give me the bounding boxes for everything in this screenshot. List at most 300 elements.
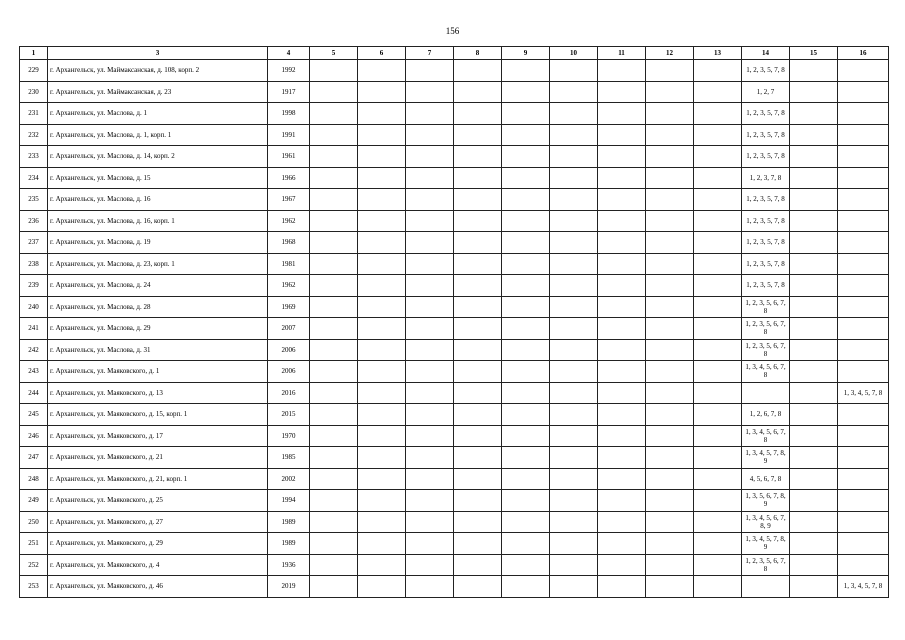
col11-cell — [598, 232, 646, 254]
year-cell: 1968 — [268, 232, 310, 254]
col8-cell — [454, 189, 502, 211]
col6-cell — [358, 210, 406, 232]
col11-cell — [598, 382, 646, 404]
col12-cell — [646, 468, 694, 490]
col7-cell — [406, 554, 454, 576]
address-cell: г. Архангельск, ул. Маслова, д. 28 — [48, 296, 268, 318]
col14-cell: 1, 2, 3, 5, 7, 8 — [742, 253, 790, 275]
col7-cell — [406, 167, 454, 189]
address-cell: г. Архангельск, ул. Маслова, д. 14, корп. 2 — [48, 146, 268, 168]
year-cell: 1962 — [268, 275, 310, 297]
col7-cell — [406, 210, 454, 232]
table-row — [20, 275, 889, 297]
col12-cell — [646, 382, 694, 404]
col8-cell — [454, 468, 502, 490]
col5-cell — [310, 210, 358, 232]
address-cell: г. Архангельск, ул. Маслова, д. 23, корп. 1 — [48, 253, 268, 275]
col10-cell — [550, 533, 598, 555]
col5-cell — [310, 275, 358, 297]
row-number-cell: 237 — [20, 232, 48, 254]
year-cell: 2007 — [268, 318, 310, 340]
col10-cell — [550, 576, 598, 598]
col15-cell — [790, 382, 838, 404]
col13-cell — [694, 468, 742, 490]
table-row — [20, 60, 889, 82]
col13-cell — [694, 296, 742, 318]
col5-cell — [310, 167, 358, 189]
address-cell: г. Архангельск, ул. Маяковского, д. 4 — [48, 554, 268, 576]
col11-cell — [598, 103, 646, 125]
col15-cell — [790, 339, 838, 361]
year-cell: 1961 — [268, 146, 310, 168]
col9-cell — [502, 554, 550, 576]
row-number-cell: 252 — [20, 554, 48, 576]
col9-cell — [502, 468, 550, 490]
col9-cell — [502, 533, 550, 555]
address-cell: г. Архангельск, ул. Маслова, д. 31 — [48, 339, 268, 361]
table-row — [20, 425, 889, 447]
col15-cell — [790, 296, 838, 318]
col6-cell — [358, 232, 406, 254]
col16-cell — [838, 425, 889, 447]
col5-cell — [310, 425, 358, 447]
col11-cell — [598, 146, 646, 168]
row-number-cell: 231 — [20, 103, 48, 125]
col15-cell — [790, 253, 838, 275]
col13-cell — [694, 533, 742, 555]
col16-cell — [838, 296, 889, 318]
col16-cell — [838, 210, 889, 232]
col8-cell — [454, 146, 502, 168]
address-cell: г. Архангельск, ул. Маяковского, д. 27 — [48, 511, 268, 533]
col14-cell: 1, 2, 3, 5, 7, 8 — [742, 275, 790, 297]
col9-cell — [502, 189, 550, 211]
col9-cell — [502, 124, 550, 146]
column-header-4: 4 — [268, 47, 310, 60]
col5-cell — [310, 103, 358, 125]
col14-cell: 1, 3, 5, 6, 7, 8, 9 — [742, 490, 790, 512]
col14-cell — [742, 382, 790, 404]
col7-cell — [406, 511, 454, 533]
col9-cell — [502, 232, 550, 254]
col14-cell: 1, 3, 4, 5, 6, 7, 8, 9 — [742, 511, 790, 533]
year-cell: 1936 — [268, 554, 310, 576]
col15-cell — [790, 490, 838, 512]
year-cell: 2015 — [268, 404, 310, 426]
col6-cell — [358, 576, 406, 598]
year-cell: 1992 — [268, 60, 310, 82]
col13-cell — [694, 189, 742, 211]
col10-cell — [550, 468, 598, 490]
column-header-3: 3 — [48, 47, 268, 60]
table-row — [20, 189, 889, 211]
col13-cell — [694, 253, 742, 275]
table-row — [20, 511, 889, 533]
table-row — [20, 576, 889, 598]
col14-cell: 1, 3, 4, 5, 7, 8, 9 — [742, 533, 790, 555]
col15-cell — [790, 60, 838, 82]
col6-cell — [358, 124, 406, 146]
col8-cell — [454, 554, 502, 576]
table-row — [20, 146, 889, 168]
col16-cell — [838, 404, 889, 426]
col16-cell — [838, 447, 889, 469]
col7-cell — [406, 425, 454, 447]
col8-cell — [454, 318, 502, 340]
col7-cell — [406, 361, 454, 383]
col8-cell — [454, 425, 502, 447]
col14-cell: 1, 2, 7 — [742, 81, 790, 103]
address-cell: г. Архангельск, ул. Маяковского, д. 17 — [48, 425, 268, 447]
col7-cell — [406, 404, 454, 426]
column-header-10: 10 — [550, 47, 598, 60]
col9-cell — [502, 81, 550, 103]
col5-cell — [310, 554, 358, 576]
table-row — [20, 554, 889, 576]
year-cell: 1967 — [268, 189, 310, 211]
col6-cell — [358, 361, 406, 383]
col6-cell — [358, 275, 406, 297]
col11-cell — [598, 124, 646, 146]
col14-cell: 1, 3, 4, 5, 7, 8, 9 — [742, 447, 790, 469]
col16-cell — [838, 511, 889, 533]
year-cell: 1989 — [268, 533, 310, 555]
col9-cell — [502, 425, 550, 447]
address-cell: г. Архангельск, ул. Маяковского, д. 15, корп. 1 — [48, 404, 268, 426]
column-header-1: 1 — [20, 47, 48, 60]
col13-cell — [694, 146, 742, 168]
address-cell: г. Архангельск, ул. Маяковского, д. 21 — [48, 447, 268, 469]
col14-cell: 1, 2, 3, 5, 7, 8 — [742, 232, 790, 254]
col13-cell — [694, 554, 742, 576]
table-row — [20, 490, 889, 512]
table-row — [20, 103, 889, 125]
col16-cell — [838, 167, 889, 189]
col8-cell — [454, 404, 502, 426]
table-row — [20, 296, 889, 318]
col14-cell: 1, 2, 3, 5, 7, 8 — [742, 124, 790, 146]
col5-cell — [310, 296, 358, 318]
column-header-14: 14 — [742, 47, 790, 60]
col12-cell — [646, 447, 694, 469]
row-number-cell: 234 — [20, 167, 48, 189]
col11-cell — [598, 189, 646, 211]
col13-cell — [694, 318, 742, 340]
col8-cell — [454, 60, 502, 82]
col5-cell — [310, 189, 358, 211]
col9-cell — [502, 404, 550, 426]
col5-cell — [310, 511, 358, 533]
row-number-cell: 246 — [20, 425, 48, 447]
col9-cell — [502, 447, 550, 469]
col13-cell — [694, 103, 742, 125]
col15-cell — [790, 210, 838, 232]
col12-cell — [646, 490, 694, 512]
col16-cell — [838, 554, 889, 576]
year-cell: 1994 — [268, 490, 310, 512]
col5-cell — [310, 81, 358, 103]
col6-cell — [358, 490, 406, 512]
row-number-cell: 242 — [20, 339, 48, 361]
col16-cell — [838, 318, 889, 340]
col12-cell — [646, 60, 694, 82]
column-header-6: 6 — [358, 47, 406, 60]
col7-cell — [406, 232, 454, 254]
col16-cell — [838, 275, 889, 297]
year-cell: 1985 — [268, 447, 310, 469]
col8-cell — [454, 253, 502, 275]
col5-cell — [310, 361, 358, 383]
col7-cell — [406, 275, 454, 297]
column-header-5: 5 — [310, 47, 358, 60]
year-cell: 1981 — [268, 253, 310, 275]
col13-cell — [694, 361, 742, 383]
col9-cell — [502, 167, 550, 189]
col11-cell — [598, 81, 646, 103]
col7-cell — [406, 447, 454, 469]
row-number-cell: 249 — [20, 490, 48, 512]
col12-cell — [646, 339, 694, 361]
row-number-cell: 239 — [20, 275, 48, 297]
col10-cell — [550, 447, 598, 469]
col16-cell: 1, 3, 4, 5, 7, 8 — [838, 382, 889, 404]
col11-cell — [598, 490, 646, 512]
col10-cell — [550, 167, 598, 189]
col11-cell — [598, 404, 646, 426]
col13-cell — [694, 404, 742, 426]
col14-cell: 1, 2, 3, 5, 7, 8 — [742, 60, 790, 82]
col11-cell — [598, 533, 646, 555]
address-cell: г. Архангельск, ул. Маймаксанская, д. 108, корп. 2 — [48, 60, 268, 82]
col8-cell — [454, 576, 502, 598]
address-cell: г. Архангельск, ул. Маяковского, д. 25 — [48, 490, 268, 512]
col16-cell — [838, 60, 889, 82]
col6-cell — [358, 167, 406, 189]
col9-cell — [502, 60, 550, 82]
col11-cell — [598, 318, 646, 340]
col11-cell — [598, 339, 646, 361]
col8-cell — [454, 167, 502, 189]
year-cell: 1969 — [268, 296, 310, 318]
col10-cell — [550, 404, 598, 426]
col9-cell — [502, 253, 550, 275]
page-number: 156 — [445, 26, 460, 36]
col8-cell — [454, 232, 502, 254]
row-number-cell: 251 — [20, 533, 48, 555]
col5-cell — [310, 533, 358, 555]
housing-registry-table — [19, 46, 889, 598]
col6-cell — [358, 533, 406, 555]
col6-cell — [358, 318, 406, 340]
col16-cell — [838, 189, 889, 211]
address-cell: г. Архангельск, ул. Маймаксанская, д. 23 — [48, 81, 268, 103]
col6-cell — [358, 189, 406, 211]
col11-cell — [598, 210, 646, 232]
col7-cell — [406, 189, 454, 211]
col11-cell — [598, 447, 646, 469]
col7-cell — [406, 339, 454, 361]
col7-cell — [406, 318, 454, 340]
col12-cell — [646, 232, 694, 254]
year-cell: 2016 — [268, 382, 310, 404]
row-number-cell: 250 — [20, 511, 48, 533]
table-row — [20, 404, 889, 426]
col6-cell — [358, 404, 406, 426]
col12-cell — [646, 189, 694, 211]
col7-cell — [406, 103, 454, 125]
col9-cell — [502, 339, 550, 361]
row-number-cell: 235 — [20, 189, 48, 211]
address-cell: г. Архангельск, ул. Маслова, д. 16 — [48, 189, 268, 211]
row-number-cell: 243 — [20, 361, 48, 383]
year-cell: 2006 — [268, 361, 310, 383]
col14-cell: 1, 2, 3, 7, 8 — [742, 167, 790, 189]
col13-cell — [694, 382, 742, 404]
col12-cell — [646, 554, 694, 576]
col8-cell — [454, 275, 502, 297]
col15-cell — [790, 275, 838, 297]
col9-cell — [502, 296, 550, 318]
col10-cell — [550, 318, 598, 340]
col12-cell — [646, 296, 694, 318]
table-row — [20, 339, 889, 361]
col9-cell — [502, 361, 550, 383]
col15-cell — [790, 361, 838, 383]
address-cell: г. Архангельск, ул. Маяковского, д. 1 — [48, 361, 268, 383]
col11-cell — [598, 361, 646, 383]
col8-cell — [454, 511, 502, 533]
table-body — [20, 60, 889, 598]
table-row — [20, 81, 889, 103]
header-row — [20, 47, 889, 60]
col7-cell — [406, 296, 454, 318]
address-cell: г. Архангельск, ул. Маслова, д. 24 — [48, 275, 268, 297]
address-cell: г. Архангельск, ул. Маяковского, д. 13 — [48, 382, 268, 404]
col12-cell — [646, 318, 694, 340]
table-row — [20, 210, 889, 232]
col13-cell — [694, 576, 742, 598]
col5-cell — [310, 447, 358, 469]
col12-cell — [646, 103, 694, 125]
col11-cell — [598, 576, 646, 598]
col16-cell — [838, 232, 889, 254]
col16-cell — [838, 533, 889, 555]
col15-cell — [790, 447, 838, 469]
col13-cell — [694, 339, 742, 361]
col13-cell — [694, 275, 742, 297]
col12-cell — [646, 81, 694, 103]
col7-cell — [406, 253, 454, 275]
col13-cell — [694, 490, 742, 512]
table-row — [20, 124, 889, 146]
col12-cell — [646, 124, 694, 146]
col13-cell — [694, 511, 742, 533]
col12-cell — [646, 576, 694, 598]
year-cell: 1966 — [268, 167, 310, 189]
col10-cell — [550, 189, 598, 211]
col11-cell — [598, 468, 646, 490]
col16-cell — [838, 103, 889, 125]
col16-cell: 1, 3, 4, 5, 7, 8 — [838, 576, 889, 598]
column-header-7: 7 — [406, 47, 454, 60]
col9-cell — [502, 210, 550, 232]
col10-cell — [550, 275, 598, 297]
col12-cell — [646, 361, 694, 383]
col6-cell — [358, 468, 406, 490]
col15-cell — [790, 318, 838, 340]
col11-cell — [598, 275, 646, 297]
col14-cell: 1, 3, 4, 5, 6, 7, 8 — [742, 425, 790, 447]
row-number-cell: 247 — [20, 447, 48, 469]
col14-cell: 4, 5, 6, 7, 8 — [742, 468, 790, 490]
row-number-cell: 236 — [20, 210, 48, 232]
col15-cell — [790, 167, 838, 189]
col6-cell — [358, 447, 406, 469]
row-number-cell: 253 — [20, 576, 48, 598]
col16-cell — [838, 124, 889, 146]
col13-cell — [694, 425, 742, 447]
col16-cell — [838, 468, 889, 490]
col16-cell — [838, 253, 889, 275]
address-cell: г. Архангельск, ул. Маслова, д. 1 — [48, 103, 268, 125]
col8-cell — [454, 490, 502, 512]
col12-cell — [646, 253, 694, 275]
col13-cell — [694, 81, 742, 103]
col6-cell — [358, 103, 406, 125]
col5-cell — [310, 468, 358, 490]
col16-cell — [838, 361, 889, 383]
column-header-15: 15 — [790, 47, 838, 60]
address-cell: г. Архангельск, ул. Маяковского, д. 46 — [48, 576, 268, 598]
col5-cell — [310, 253, 358, 275]
row-number-cell: 248 — [20, 468, 48, 490]
address-cell: г. Архангельск, ул. Маяковского, д. 29 — [48, 533, 268, 555]
col12-cell — [646, 275, 694, 297]
col16-cell — [838, 339, 889, 361]
col5-cell — [310, 576, 358, 598]
year-cell: 1989 — [268, 511, 310, 533]
row-number-cell: 245 — [20, 404, 48, 426]
col13-cell — [694, 232, 742, 254]
table-row — [20, 361, 889, 383]
col14-cell: 1, 2, 3, 5, 6, 7, 8 — [742, 318, 790, 340]
col15-cell — [790, 533, 838, 555]
col16-cell — [838, 490, 889, 512]
col7-cell — [406, 382, 454, 404]
year-cell: 2006 — [268, 339, 310, 361]
col8-cell — [454, 124, 502, 146]
col12-cell — [646, 146, 694, 168]
col9-cell — [502, 382, 550, 404]
column-header-8: 8 — [454, 47, 502, 60]
col13-cell — [694, 447, 742, 469]
col8-cell — [454, 382, 502, 404]
col15-cell — [790, 576, 838, 598]
col15-cell — [790, 124, 838, 146]
col8-cell — [454, 81, 502, 103]
col11-cell — [598, 167, 646, 189]
col10-cell — [550, 232, 598, 254]
year-cell: 2002 — [268, 468, 310, 490]
col15-cell — [790, 232, 838, 254]
col11-cell — [598, 60, 646, 82]
row-number-cell: 244 — [20, 382, 48, 404]
year-cell: 1962 — [268, 210, 310, 232]
col15-cell — [790, 511, 838, 533]
table-row — [20, 232, 889, 254]
col14-cell: 1, 2, 3, 5, 7, 8 — [742, 210, 790, 232]
year-cell: 1970 — [268, 425, 310, 447]
